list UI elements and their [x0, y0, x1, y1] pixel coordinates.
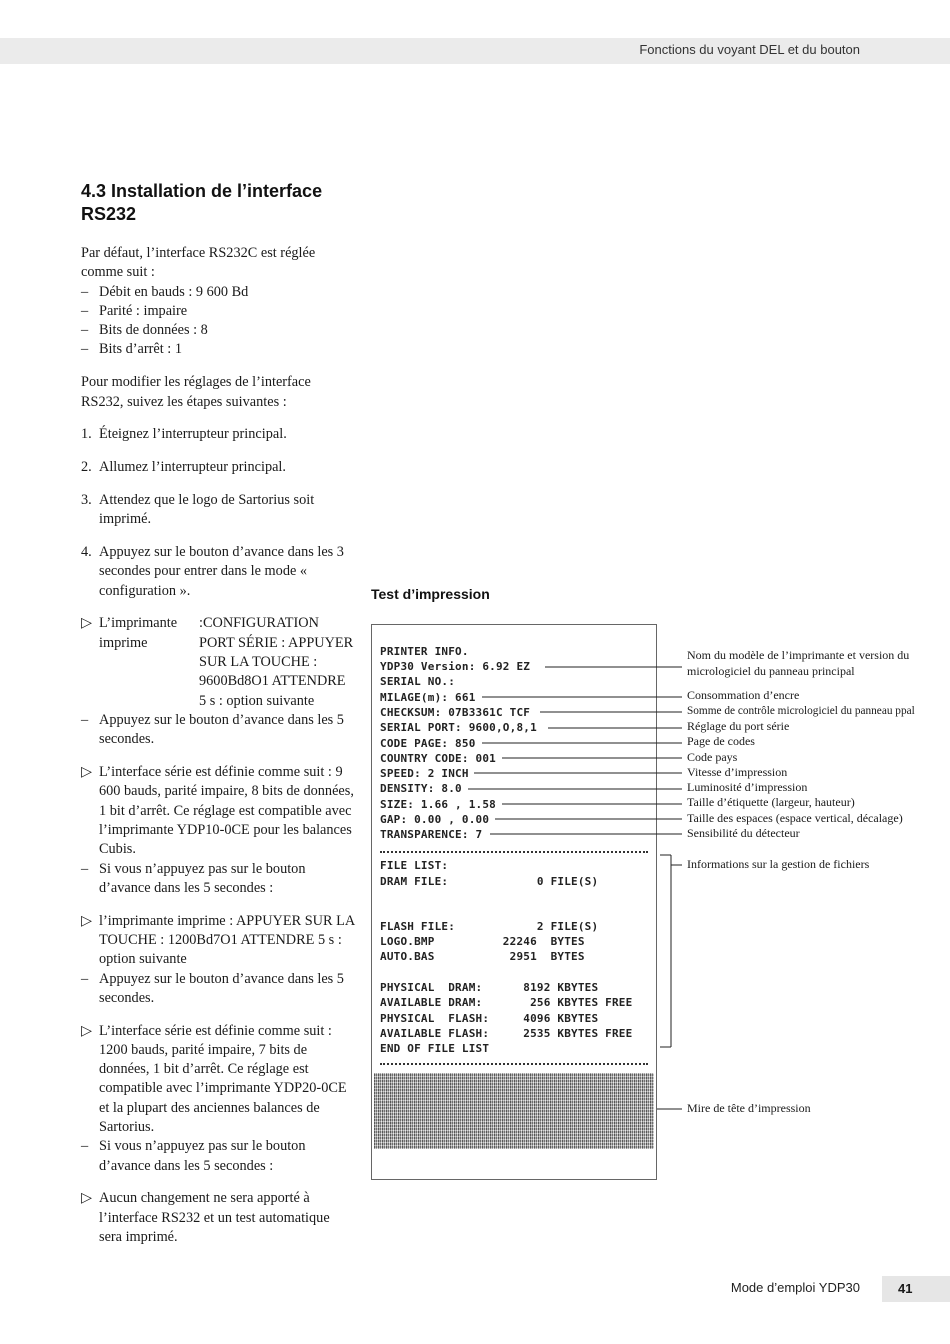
- step-3: 3. Attendez que le logo de Sartorius soit imprimé.: [81, 491, 315, 528]
- print-line: TRANSPARENCE: 7: [380, 828, 483, 841]
- print-line: AVAILABLE FLASH: 2535 KBYTES FREE: [380, 1027, 633, 1040]
- annotation-gap: Taille des espaces (espace vertical, décalage): [687, 811, 903, 825]
- annotation-test-pattern: Mire de tête d’impression: [687, 1101, 811, 1115]
- annotation-checksum: Somme de contrôle micrologiciel du panneau ppal: [687, 705, 915, 717]
- triangle-icon: ▷: [81, 1190, 92, 1207]
- defaults-list: [81, 283, 356, 360]
- print-line: DENSITY: 8.0: [380, 782, 462, 795]
- print-line: FILE LIST:: [380, 859, 449, 872]
- test-print-label: Test d’impression: [371, 586, 490, 602]
- result-1: ▷ L’imprimante imprime :CONFIGURATION PORT SÉRIE : APPUYER SUR LA TOUCHE : 9600Bd8O1 ATTENDRE 5 s : option suivante – Appuyez sur le bouton d’avance dans les 5 secondes.: [81, 614, 356, 749]
- annotation-speed: Vitesse d’impression: [687, 765, 788, 779]
- result-4-action: – Si vous n’appuyez pas sur le bouton d’avance dans les 5 secondes :: [81, 1138, 306, 1174]
- running-header: Fonctions du voyant DEL et du bouton: [639, 42, 860, 57]
- print-line: PRINTER INFO.: [380, 645, 469, 658]
- footer-title: Mode d’emploi YDP30: [730, 1280, 860, 1295]
- result-2: ▷ L’interface série est définie comme suit : 9 600 bauds, parité impaire, 8 bits de données, 1 bit d’arrêt. Ce réglage est compatible avec l’imprimante YDP10-0CE pour les balances Cubis. – Si vous n’appuyez pas sur le bouton d’avance dans les 5 secondes :: [81, 763, 356, 898]
- defaults-block: [81, 244, 356, 360]
- test-printout: [371, 624, 657, 1180]
- result-1-value: CONFIGURATION PORT SÉRIE : APPUYER SUR LA TOUCHE : 9600Bd8O1 ATTENDRE 5 s : option suivante: [199, 615, 354, 709]
- annotation-file-info: Informations sur la gestion de fichiers: [687, 857, 870, 871]
- print-line: SIZE: 1.66 , 1.58: [380, 798, 496, 811]
- print-line: SPEED: 2 INCH: [380, 767, 469, 780]
- annotation-ink: Consommation d’encre: [687, 688, 800, 702]
- annotation-sensor: Sensibilité du détecteur: [687, 826, 800, 840]
- result-3: ▷ l’imprimante imprime : APPUYER SUR LA TOUCHE : 1200Bd7O1 ATTENDRE 5 s : option suivante – Appuyez sur le bouton d’avance dans les 5 secondes.: [81, 912, 356, 1008]
- annotation-code-page: Page de codes: [687, 734, 755, 748]
- result-2-action: – Si vous n’appuyez pas sur le bouton d’avance dans les 5 secondes :: [81, 860, 306, 896]
- print-line: AVAILABLE DRAM: 256 KBYTES FREE: [380, 996, 633, 1009]
- annotation-size: Taille d’étiquette (largeur, hauteur): [687, 795, 855, 809]
- print-line: PHYSICAL DRAM: 8192 KBYTES: [380, 981, 599, 994]
- result-1-action: – Appuyez sur le bouton d’avance dans les 5 secondes.: [81, 711, 344, 748]
- print-line: DRAM FILE: 0 FILE(S): [380, 875, 599, 888]
- triangle-icon: ▷: [81, 1022, 92, 1039]
- instructions-column: [81, 244, 356, 1261]
- triangle-icon: ▷: [81, 764, 92, 781]
- triangle-icon: ▷: [81, 912, 92, 929]
- annotation-serial-port: Réglage du port série: [687, 719, 790, 733]
- print-line: AUTO.BAS 2951 BYTES: [380, 950, 585, 963]
- triangle-icon: ▷: [81, 615, 92, 632]
- result-3-action: – Appuyez sur le bouton d’avance dans les 5 secondes.: [81, 970, 344, 1006]
- annotation-model-version: Nom du modèle de l’imprimante et version du micrologiciel du panneau principal: [687, 648, 910, 678]
- print-line: CHECKSUM: 07B3361C TCF: [380, 706, 531, 719]
- print-line: SERIAL NO.:: [380, 675, 456, 688]
- step-1: 1. Éteignez l’interrupteur principal.: [81, 426, 287, 443]
- default-item: – Débit en bauds : 9 600 Bd: [81, 283, 249, 300]
- default-item: – Bits de données : 8: [81, 322, 208, 339]
- print-line: LOGO.BMP 22246 BYTES: [380, 935, 585, 948]
- modify-text: Pour modifier les réglages de l’interface RS232, suivez les étapes suivantes :: [81, 374, 311, 410]
- header-bar: [0, 38, 950, 64]
- print-line: MILAGE(m): 661: [380, 691, 476, 704]
- print-line: YDP30 Version: 6.92 EZ: [380, 660, 531, 673]
- result-5: ▷ Aucun changement ne sera apporté à l’interface RS232 et un test automatique sera imprimé.: [81, 1189, 356, 1247]
- print-line: FLASH FILE: 2 FILE(S): [380, 920, 599, 933]
- result-4: ▷ L’interface série est définie comme suit : 1200 bauds, parité impaire, 7 bits de données, 1 bit d’arrêt. Ce réglage est compatible avec l’imprimante YDP20-0CE et la plupart des anciennes balances de Sartorius. – Si vous n’appuyez pas sur le bouton d’avance dans les 5 secondes :: [81, 1022, 356, 1176]
- print-line: COUNTRY CODE: 001: [380, 752, 496, 765]
- intro-text: Par défaut, l’interface RS232C est réglée comme suit :: [81, 245, 316, 281]
- step-4: 4. Appuyez sur le bouton d’avance dans les 3 secondes pour entrer dans le mode « configuration ».: [81, 544, 344, 599]
- step-2: 2. Allumez l’interrupteur principal.: [81, 459, 286, 476]
- print-line: SERIAL PORT: 9600,O,8,1: [380, 721, 537, 734]
- default-item: – Parité : impaire: [81, 302, 188, 319]
- print-line: GAP: 0.00 , 0.00: [380, 813, 490, 826]
- annotation-density: Luminosité d’impression: [687, 780, 808, 794]
- head-test-pattern: [374, 1073, 654, 1149]
- print-line: END OF FILE LIST: [380, 1042, 490, 1055]
- print-line: PHYSICAL FLASH: 4096 KBYTES: [380, 1012, 599, 1025]
- default-item: – Bits d’arrêt : 1: [81, 341, 182, 358]
- star-separator: [380, 851, 648, 855]
- page-number: 41: [882, 1276, 950, 1302]
- annotation-country-code: Code pays: [687, 750, 738, 764]
- section-title: 4.3 Installation de l’interface RS232: [81, 181, 323, 224]
- star-separator: [380, 1063, 648, 1067]
- print-line: CODE PAGE: 850: [380, 737, 476, 750]
- result-1-label: L’imprimante imprime: [99, 615, 178, 651]
